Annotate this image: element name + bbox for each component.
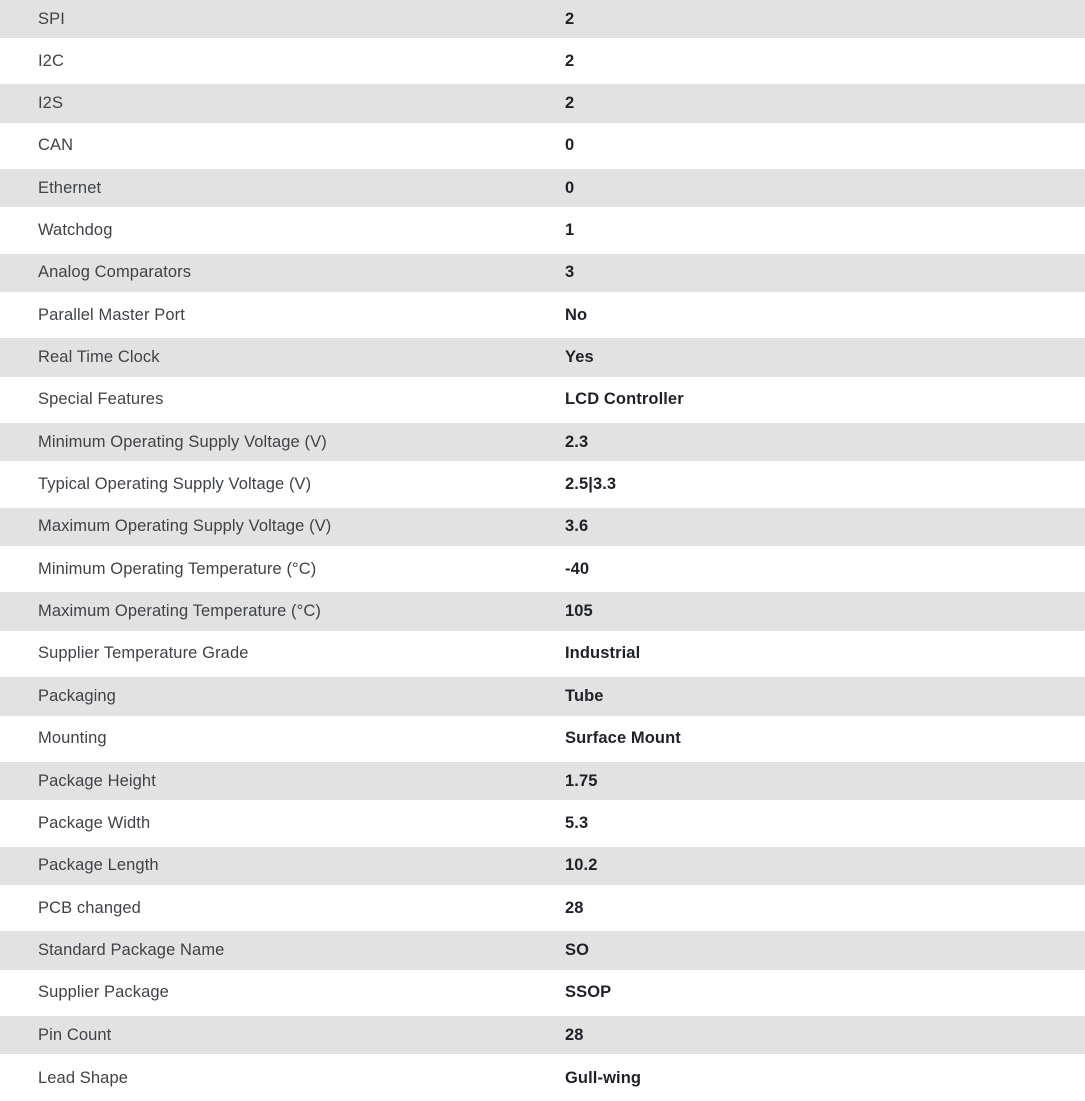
attribute-value: 3.6 [565,517,589,536]
attribute-value: No [565,305,588,324]
table-row [0,82,1085,124]
attribute-label: Watchdog [38,221,113,240]
attribute-label: CAN [38,136,74,155]
table-row [0,0,1085,40]
attribute-value: 3 [565,263,575,282]
attribute-label: Package Length [38,856,159,875]
table-row [0,125,1085,167]
attribute-value: 2 [565,94,575,113]
attribute-value: 2.3 [565,432,589,451]
attribute-label: Packaging [38,686,116,705]
attribute-label: Special Features [38,390,164,409]
attribute-label: SPI [38,9,65,28]
table-row [0,379,1085,421]
attribute-label: Package Height [38,771,156,790]
table-row [0,675,1085,717]
attribute-value: LCD Controller [565,390,684,409]
attribute-label: Standard Package Name [38,940,225,959]
attribute-value: Yes [565,348,594,367]
attribute-value: SO [565,940,590,959]
attribute-label: Real Time Clock [38,348,160,367]
attribute-value: 10.2 [565,856,598,875]
table-row [0,336,1085,378]
table-row [0,887,1085,929]
attribute-value: 5.3 [565,813,589,832]
table-row [0,1056,1085,1101]
attribute-value: 105 [565,602,593,621]
attribute-value: Surface Mount [565,729,681,748]
attribute-label: Analog Comparators [38,263,192,282]
attribute-value: 0 [565,136,575,155]
attribute-label: Pin Count [38,1025,112,1044]
table-row [0,802,1085,844]
attribute-value: 28 [565,898,584,917]
table-row [0,718,1085,760]
attribute-value: 28 [565,1025,584,1044]
attribute-value: 1.75 [565,771,598,790]
table-row [0,590,1085,632]
table-row [0,252,1085,294]
table-row [0,929,1085,971]
table-row [0,463,1085,505]
attribute-value: SSOP [565,983,612,1002]
attribute-label: Mounting [38,729,107,748]
table-row [0,972,1085,1014]
attribute-value: Industrial [565,644,641,663]
attribute-label: Maximum Operating Supply Voltage (V) [38,517,332,536]
table-row [0,633,1085,675]
attribute-label: Maximum Operating Temperature (°C) [38,602,321,621]
attribute-label: I2C [38,51,64,70]
attribute-value: 2 [565,9,575,28]
table-row [0,845,1085,887]
attribute-value: -40 [565,559,590,578]
attribute-value: 1 [565,221,575,240]
attribute-value: 2.5|3.3 [565,475,617,494]
attribute-label: I2S [38,94,64,113]
attribute-label: Typical Operating Supply Voltage (V) [38,475,312,494]
attribute-label: Minimum Operating Temperature (°C) [38,559,317,578]
attribute-label: PCB changed [38,898,141,917]
table-row [0,40,1085,82]
attribute-value: 0 [565,178,575,197]
attribute-label: Parallel Master Port [38,305,185,324]
table-row [0,167,1085,209]
table-row [0,421,1085,463]
attribute-label: Ethernet [38,178,102,197]
attribute-label: Lead Shape [38,1069,129,1088]
attribute-value: Gull-wing [565,1069,642,1088]
table-row [0,760,1085,802]
attribute-value: 2 [565,51,575,70]
attribute-label: Minimum Operating Supply Voltage (V) [38,432,327,451]
table-row [0,294,1085,336]
table-row [0,548,1085,590]
attribute-label: Supplier Package [38,983,169,1002]
attribute-label: Supplier Temperature Grade [38,644,249,663]
table-row [0,209,1085,251]
table-row [0,506,1085,548]
attribute-label: Package Width [38,813,151,832]
attribute-value: Tube [565,686,604,705]
table-row [0,1014,1085,1056]
